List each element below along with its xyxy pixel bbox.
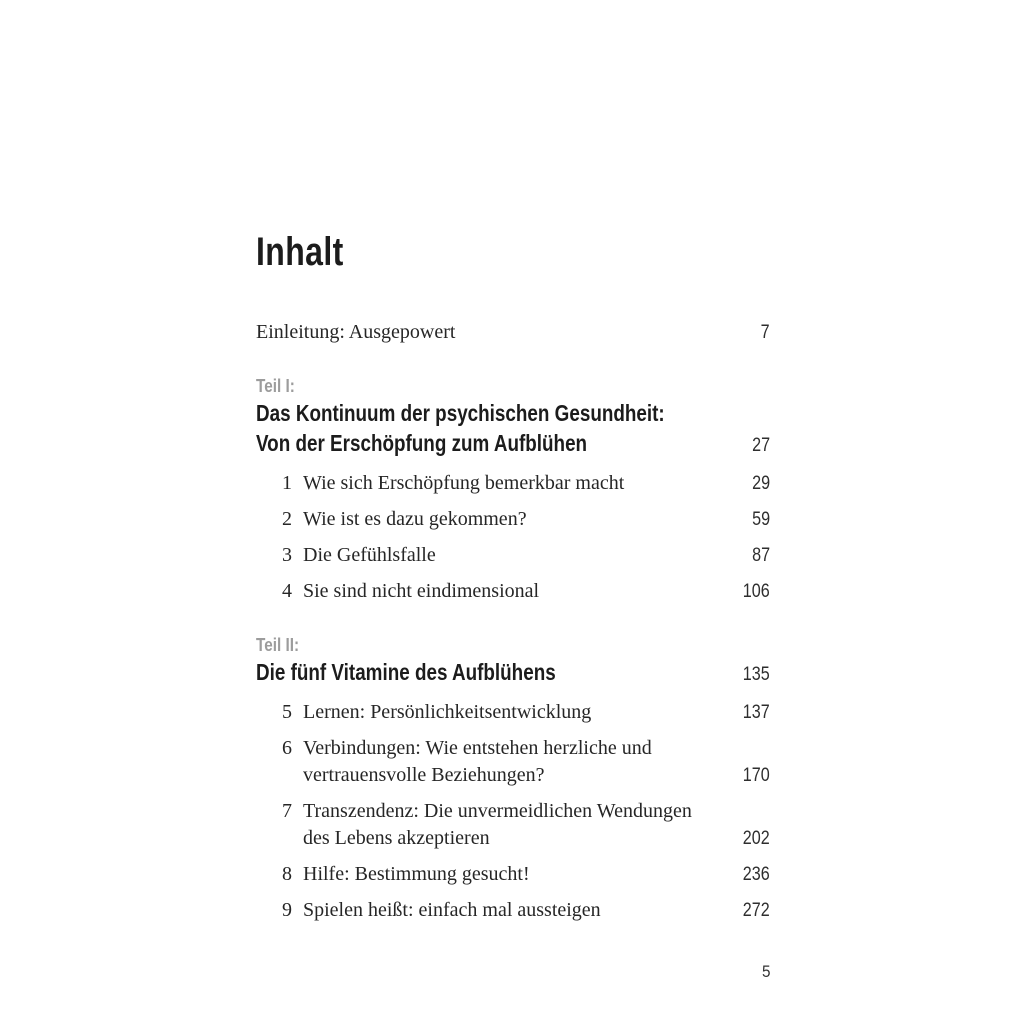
chapter-pagenum: 137 (743, 702, 770, 723)
toc-entry-label: Einleitung: Ausgepowert (256, 321, 456, 343)
toc-entry-einleitung (256, 319, 770, 346)
chapter-number: 5 (282, 701, 292, 723)
toc-chapter-3 (256, 542, 770, 569)
toc-chapter-5 (256, 699, 770, 726)
toc-chapter-4 (256, 578, 770, 605)
part-title-text: Das Kontinuum der psychischen Gesundheit: (256, 400, 665, 426)
chapter-line (256, 470, 770, 497)
chapter-line (256, 798, 770, 825)
page-title: Inhalt (256, 230, 344, 274)
chapter-title: Die Gefühlsfalle (303, 544, 436, 566)
chapter-title: Hilfe: Bestimmung gesucht! (303, 863, 530, 885)
chapter-number: 6 (282, 737, 292, 759)
chapter-title: Wie ist es dazu gekommen? (303, 508, 527, 530)
chapter-line-continued (256, 825, 770, 852)
part-pagenum: 135 (743, 664, 770, 685)
toc-chapter-9 (256, 897, 770, 924)
chapter-title: Verbindungen: Wie entstehen herzliche und (303, 737, 652, 759)
chapter-pagenum: 29 (752, 473, 770, 494)
chapter-line-continued (256, 762, 770, 789)
part-pagenum: 27 (752, 435, 770, 456)
chapter-line (256, 506, 770, 533)
chapter-title: Lernen: Persönlichkeitsentwicklung (303, 701, 592, 723)
toc-chapter-2 (256, 506, 770, 533)
chapter-pagenum: 87 (752, 545, 770, 566)
toc-chapter-7 (256, 798, 770, 852)
chapter-pagenum: 236 (743, 864, 770, 885)
chapter-line (256, 542, 770, 569)
chapter-title: Transzendenz: Die unvermeidlichen Wendungen (303, 800, 692, 822)
chapter-pagenum: 202 (743, 828, 770, 849)
chapter-line (256, 578, 770, 605)
part-title-text: Die fünf Vitamine des Aufblühens (256, 659, 556, 685)
chapter-title: Spielen heißt: einfach mal aussteigen (303, 899, 601, 921)
part-title-line (256, 657, 770, 690)
chapter-line (256, 699, 770, 726)
chapter-pagenum: 106 (743, 581, 770, 602)
part-label: Teil II: (256, 635, 300, 655)
chapter-number: 9 (282, 899, 292, 921)
chapter-line (256, 897, 770, 924)
part-title-text: Von der Erschöpfung zum Aufblühen (256, 430, 588, 456)
chapter-number: 8 (282, 863, 292, 885)
part-title-line (256, 398, 770, 428)
chapter-title: des Lebens akzeptieren (303, 827, 490, 849)
chapter-title: vertrauensvolle Beziehungen? (303, 764, 545, 786)
toc-entry-pagenum: 7 (761, 322, 770, 343)
chapter-number: 4 (282, 580, 292, 602)
toc-chapter-1 (256, 470, 770, 497)
chapter-number: 3 (282, 544, 292, 566)
chapter-pagenum: 59 (752, 509, 770, 530)
toc-chapter-8 (256, 861, 770, 888)
toc-chapter-6 (256, 735, 770, 789)
chapter-number: 2 (282, 508, 292, 530)
chapter-title: Wie sich Erschöpfung bemerkbar macht (303, 472, 625, 494)
chapter-line (256, 861, 770, 888)
chapter-number: 7 (282, 800, 292, 822)
part-label: Teil I: (256, 376, 295, 396)
folio-page-number: 5 (761, 962, 770, 981)
toc-part-2 (256, 633, 770, 924)
chapter-title: Sie sind nicht eindimensional (303, 580, 540, 602)
chapter-number: 1 (282, 472, 292, 494)
toc-part-1 (256, 374, 770, 605)
chapter-pagenum: 272 (743, 900, 770, 921)
part-title-line (256, 428, 770, 461)
table-of-contents (256, 232, 770, 924)
chapter-line (256, 735, 770, 762)
chapter-pagenum: 170 (743, 765, 770, 786)
